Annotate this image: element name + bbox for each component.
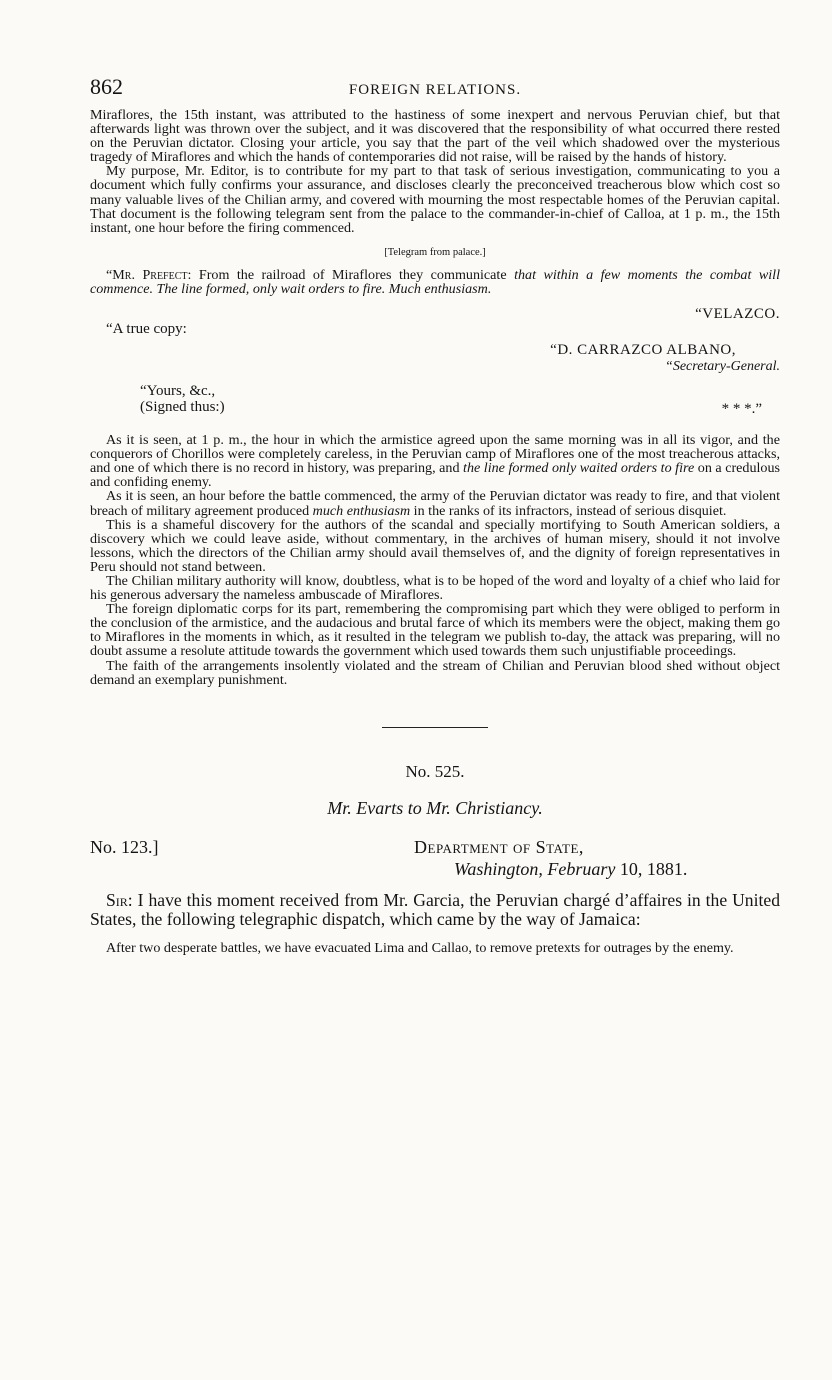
telegram-caption: [Telegram from palace.] — [384, 246, 486, 258]
text-run: on a credulous and confiding enemy. — [90, 460, 780, 491]
telegram-salutation: Mr. Prefect — [112, 266, 188, 283]
text-run: This is a shameful discovery for the authors of the scandal and specially mortifying to South American soldiers, a discovery which we could leave aside, without commentary, in the archives of human misery, should it not involve lessons, which the directors of the Chilian army should avail themselves of, and the dignity of foreign representatives in Peru should not stand between. — [90, 516, 780, 575]
closing-line-2: (Signed thus:) — [140, 399, 225, 416]
page-number: 862 — [90, 74, 123, 99]
document-heading: Mr. Evarts to Mr. Christiancy. — [327, 797, 543, 818]
section-divider — [382, 727, 488, 728]
certifier-title: “Secretary-General. — [665, 359, 780, 375]
body-paragraphs — [90, 433, 780, 687]
closing-stars: * * *.” — [721, 401, 762, 418]
telegram-text: “Mr. Prefect: From the railroad of Miraflores they communicate that within a few moments the combat will commence. The line formed, only wait orders to fire. Much enthusiasm. — [90, 266, 780, 297]
certifier-name: “D. CARRAZCO ALBANO, — [550, 342, 736, 359]
paragraph-1: Miraflores, the 15th instant, was attributed to the hastiness of some inexpert and nervous Peruvian chief, but that afterwards light was thrown over the subject, and it was discovered that the responsibility of what occurred there rested on the Peruvian dictator. Closing your article, you say that the part of the veil which shadowed over the mysterious tragedy of Miraflores and which the hands of contemporaries did not raise, will be raised by the hands of history. — [90, 107, 780, 166]
text-run: As it is seen, an hour before the battle commenced, the army of the Peruvian dictator was ready to fire, and that violent breach of military agreement produced — [90, 488, 780, 519]
letter-body — [90, 891, 780, 929]
running-header — [90, 74, 780, 108]
closing-block — [90, 383, 780, 418]
text-run: As it is seen, at 1 p. m., the hour in which the armistice agreed upon the same morning was in all its vigor, and the conquerors of Chorillos were completely careless, in the Peruvian camp of Miraflores one of the most treacherous attacks, and one of which there is no record in history, was preparing, and — [90, 432, 780, 477]
telegram-italic: that within a few moments the combat will commence. The line formed, only wait orders to fire. Much enthusiasm. — [90, 266, 780, 297]
letter-text: : I have this moment received from Mr. Garcia, the Peruvian chargé d’affaires in the United States, the following telegraphic dispatch, which came by the way of Jamaica: — [90, 889, 780, 929]
true-copy-line: “A true copy: — [106, 321, 187, 338]
dispatch-header — [90, 837, 780, 885]
letter-salutation: Sir — [106, 889, 128, 910]
department-name: Department of State, — [414, 836, 584, 857]
body-paragraph — [90, 489, 780, 517]
document-page — [90, 74, 780, 955]
quoted-telegram: After two desperate battles, we have evacuated Lima and Callao, to remove pretexts for outrages by the enemy. — [106, 939, 734, 956]
text-run: in the ranks of its infractors, instead of serious disquiet. — [410, 502, 727, 519]
header-title: FOREIGN RELATIONS. — [348, 82, 522, 98]
body-paragraph — [90, 433, 780, 489]
article-text — [90, 108, 780, 235]
document-number: No. 525. — [405, 761, 465, 781]
telegram-signature: “VELAZCO. — [695, 306, 780, 323]
italic-run: much enthusiasm — [312, 502, 411, 519]
text-run: The Chilian military authority will know, doubtless, what is to be hoped of the word and loyalty of a chief who laid for his generous adversary the nameless ambuscade of Miraflores. — [90, 572, 780, 604]
closing-line-1: “Yours, &c., — [140, 383, 216, 400]
date-rest: 10, 1881. — [615, 858, 688, 879]
text-run: The faith of the arrangements insolently violated and the stream of Chilian and Peruvian blood shed without object demand an exemplary punishment. — [90, 657, 780, 688]
text-run: The foreign diplomatic corps for its part, remembering the compromising part which they were obliged to perform in the conclusion of the armistice, and the audacious and brutal farce of which its members were the object, making them go to Miraflores in the moments in which, as it resulted in the telegram we publish to-day, the attack was preparing, will no doubt assume a resolute attitude towards the government which used towards them such unjustifiable proceedings. — [90, 601, 780, 660]
paragraph-2: My purpose, Mr. Editor, is to contribute for my part to that task of serious investigation, communicating to you a document which fully confirms your assurance, and discloses clearly the preconceived treacherous blow which cost so many valuable lives of the Chilian army, and covered with mourning the most respectable homes of the Peruvian capital. That document is the following telegram sent from the palace to the commander-in-chief of Calloa, at 1 p. m., the 15th instant, one hour before the firing commenced. — [90, 163, 780, 236]
italic-run: the line formed only waited orders to fire — [463, 460, 695, 477]
telegram-plain: : From the railroad of Miraflores they communicate — [187, 266, 515, 283]
body-paragraph — [90, 602, 780, 658]
dispatch-date — [454, 859, 687, 880]
body-paragraph — [90, 659, 780, 687]
date-place: Washington, February — [454, 858, 616, 879]
body-paragraph — [90, 574, 780, 602]
body-paragraph — [90, 518, 780, 574]
dispatch-number: No. 123.] — [90, 836, 159, 857]
